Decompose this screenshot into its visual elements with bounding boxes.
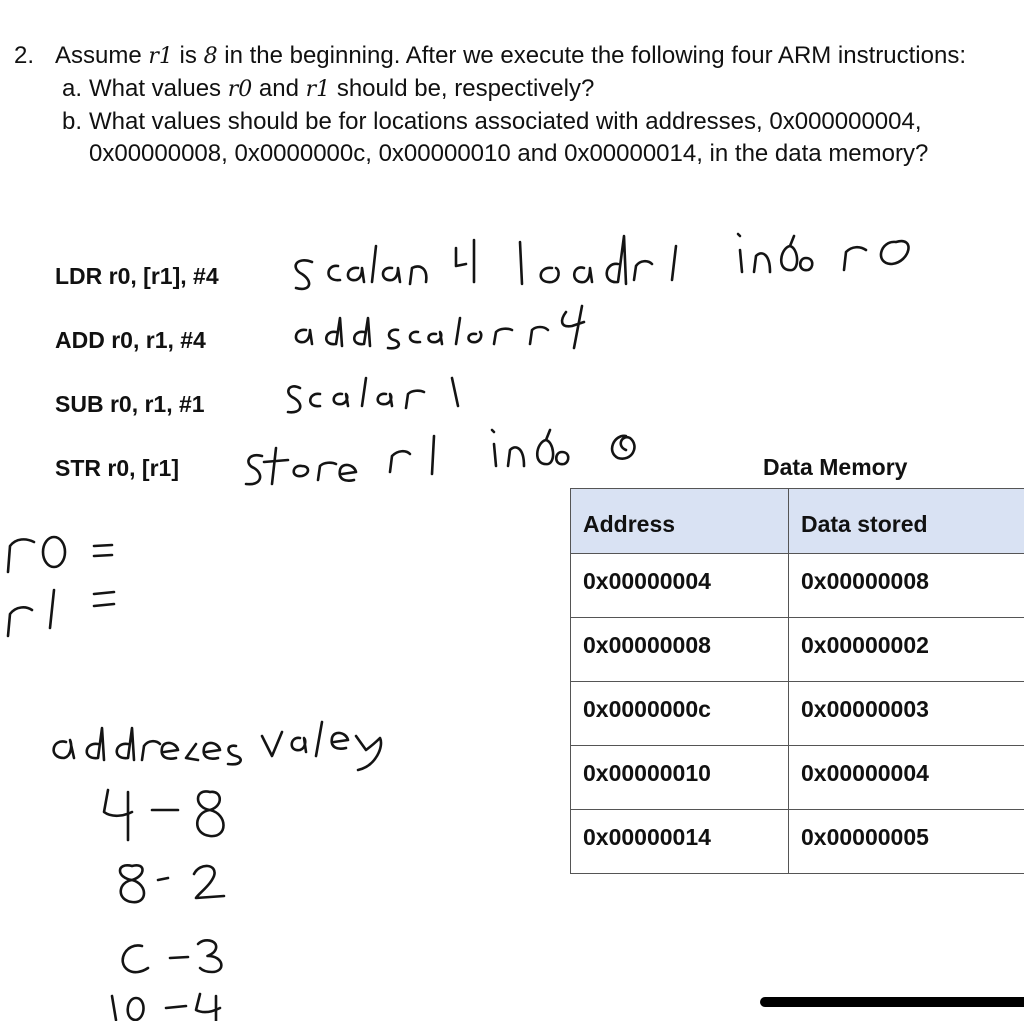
table-row <box>571 810 1024 874</box>
subquestion-a-label: a. <box>62 75 83 102</box>
subquestion-a <box>62 73 1019 106</box>
subquestion-b-text: What values should be for locations associated with addresses, 0x000000004, 0x00000008, 0x0000000c, 0x00000010 and 0x00000014, in the data memory? <box>89 108 929 167</box>
data-cell: 0x00000005 <box>789 810 1024 874</box>
address-cell: 0x00000010 <box>571 746 789 810</box>
subquestion-b <box>62 106 1019 170</box>
handwritten-note-sub <box>288 378 458 412</box>
address-column-header: Address <box>571 489 789 554</box>
instruction-sub: SUB r0, r1, #1 <box>55 391 205 417</box>
handwritten-r1-line <box>8 590 114 636</box>
data-cell: 0x00000004 <box>789 746 1024 810</box>
handwritten-note-add <box>296 306 584 348</box>
handwritten-addresses-heading <box>54 722 381 770</box>
address-cell: 0x00000004 <box>571 554 789 618</box>
data-memory-title: Data Memory <box>763 454 908 480</box>
handwritten-pair-8-2 <box>120 865 224 902</box>
subquestion-a-text: What values r0 and r1 should be, respectively? <box>89 75 595 102</box>
handwritten-note-ldr <box>296 234 909 289</box>
address-cell: 0x00000008 <box>571 618 789 682</box>
table-header-row <box>571 489 1024 554</box>
table-row <box>571 746 1024 810</box>
table-row <box>571 618 1024 682</box>
handwritten-pair-10-4 <box>112 994 220 1021</box>
instruction-ldr: LDR r0, [r1], #4 <box>55 263 219 289</box>
handwritten-r0-line <box>8 537 112 572</box>
handwritten-pair-4-8 <box>104 790 224 840</box>
data-cell: 0x00000008 <box>789 554 1024 618</box>
handwritten-note-str <box>246 430 634 484</box>
handwritten-pair-c-3 <box>123 940 222 972</box>
address-cell: 0x00000014 <box>571 810 789 874</box>
address-cell: 0x0000000c <box>571 682 789 746</box>
table-row <box>571 682 1024 746</box>
data-cell: 0x00000002 <box>789 618 1024 682</box>
data-column-header: Data stored <box>789 489 1024 554</box>
data-memory-table <box>570 488 1024 874</box>
instruction-str: STR r0, [r1] <box>55 455 179 481</box>
question-block <box>14 40 1019 170</box>
instruction-add: ADD r0, r1, #4 <box>55 327 206 353</box>
data-cell: 0x00000003 <box>789 682 1024 746</box>
home-indicator-bar[interactable] <box>760 997 1024 1007</box>
question-stem: Assume r1 is 8 in the beginning. After we execute the following four ARM instructions: <box>55 42 966 69</box>
question-number: 2. <box>14 42 35 69</box>
subquestion-b-label: b. <box>62 108 83 135</box>
table-row <box>571 554 1024 618</box>
